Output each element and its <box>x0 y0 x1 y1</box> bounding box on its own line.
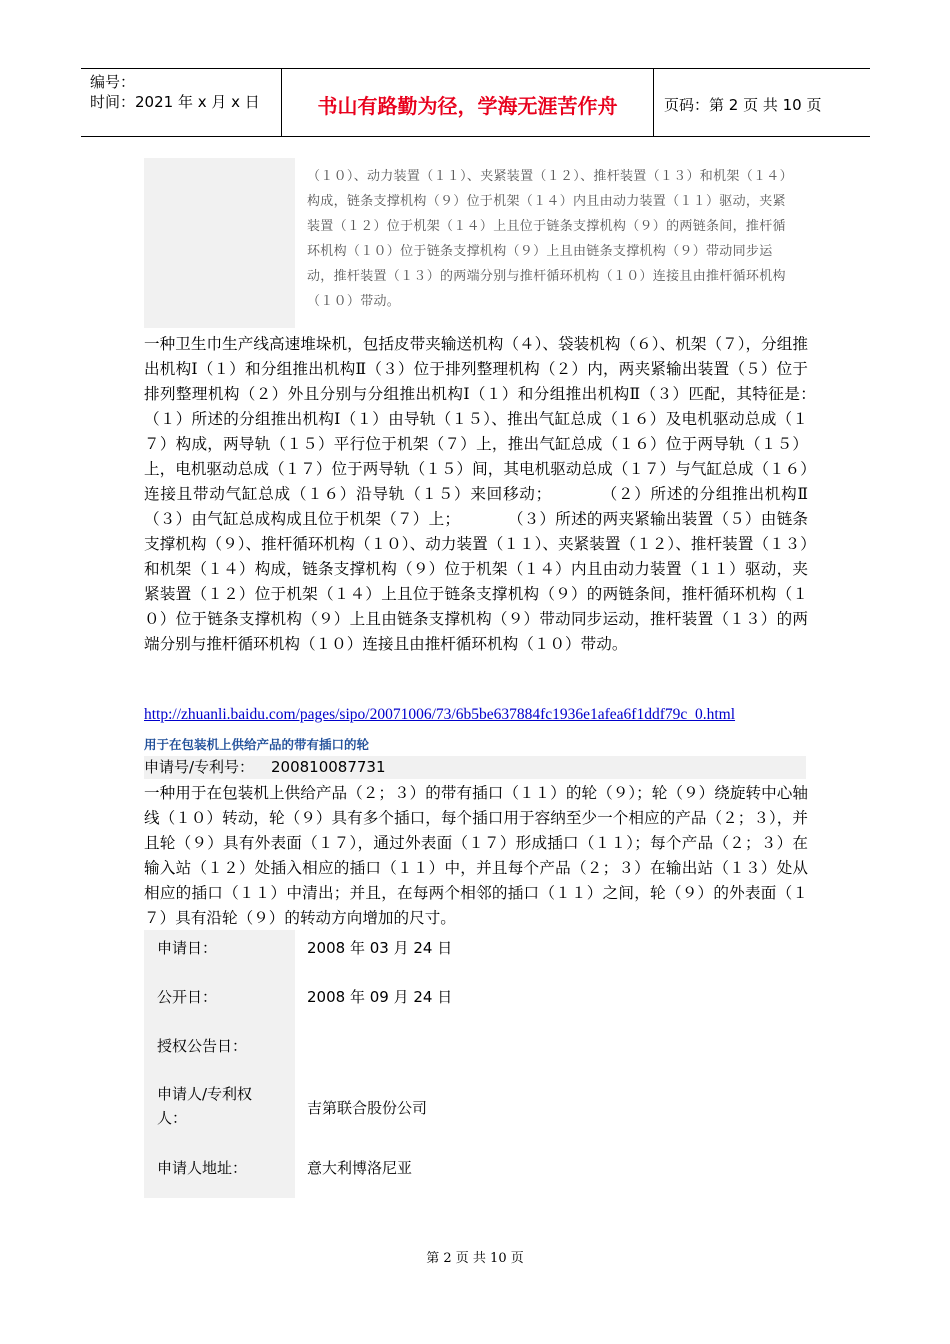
claim-paragraph: 一种卫生巾生产线高速堆垛机，包括皮带夹输送机构（４）、袋装机构（６）、机架（７），分组推出机构Ⅰ（１）和分组推出机构Ⅱ（３）位于排列整理机构（２）内，两夹紧输出装置（５）位于排列整理机构（２）外且分别与分组推出机构Ⅰ（１）和分组推出机构Ⅱ（３）匹配，其特征是： （１）所述的分组推出机构Ⅰ（１）由导轨（１５）、推出气缸总成（１６）及电机驱动总成（１７）构成，两导轨（１５）平行位于机架（７）上，推出气缸总成（１６）位于两导轨（１５）上，电机驱动总成（１７）位于两导轨（１５）间，其电机驱动总成（１７）与气缸总成（１６）连接且带动气缸总成（１６）沿导轨（１５）来回移动； （２）所述的分组推出机构Ⅱ（３）由气缸总成构成且位于机架（７）上； （３）所述的两夹紧输出装置（５）由链条支撑机构（９）、推杆循环机构（１０）、动力装置（１１）、夹紧装置（１２）、推杆装置（１３）和机架（１４）构成，链条支撑机构（９）位于机架（１４）内且由动力装置（１１）驱动，夹紧装置（１２）位于机架（１４）上且位于链条支撑机构（９）的两链条间，推杆循环机构（１０）位于链条支撑机构（９）上且由链条支撑机构（９）带动同步运动，推杆装置（１３）的两端分别与推杆循环机构（１０）连接且由推杆循环机构（１０）带动。 <box>144 335 871 653</box>
patent-link[interactable]: http://zhuanli.baidu.com/pages/sipo/20071006/73/6b5be637884fc1936e1afea6f1ddf79c_0.html <box>144 706 736 723</box>
applicant-label-line-1: 申请人/专利权 <box>157 1085 253 1103</box>
patent-title[interactable]: 用于在包装机上供给产品的带有插口的轮 <box>144 737 370 752</box>
filing-date-label: 申请日： <box>157 939 218 957</box>
filing-date-value: 2008 年 03 月 24 日 <box>307 939 453 957</box>
applicant-label-line-2: 人： <box>157 1109 188 1127</box>
address-value: 意大利博洛尼亚 <box>307 1159 413 1177</box>
quote-placeholder-block <box>144 158 295 328</box>
page-header <box>81 68 870 137</box>
publication-date-label: 公开日： <box>157 988 218 1006</box>
publication-date-value: 2008 年 09 月 24 日 <box>307 988 453 1006</box>
number-label: 编号： <box>90 73 136 91</box>
header-left-cell <box>81 69 282 136</box>
application-number-row <box>144 756 806 779</box>
quote-text: （１０）、动力装置（１１）、夹紧装置（１２）、推杆装置（１３）和机架（１４）构成，链条支撑机构（９）位于机架（１４）内且由动力装置（１１）驱动，夹紧装置（１２）位于机架（１４）上且位于链条支撑机构（９）的两链条间，推杆循环机构（１０）位于链条支撑机构（９）上且由链条支撑机构（９）带动同步运动，推杆装置（１３）的两端分别与推杆循环机构（１０）连接且由推杆循环机构（１０）带动。 <box>307 169 787 309</box>
applicant-label <box>157 1082 277 1130</box>
header-motto: 书山有路勤为径，学海无涯苦作舟 <box>282 69 654 136</box>
page-footer: 第 2 页 共 10 页 <box>426 1251 524 1266</box>
abstract-paragraph: 一种用于在包装机上供给产品（２；３）的带有插口（１１）的轮（９）；轮（９）绕旋转中心轴线（１０）转动，轮（９）具有多个插口，每个插口用于容纳至少一个相应的产品（２；３），并且轮（９）具有外表面（１７），通过外表面（１７）形成插口（１１）；每个产品（２；３）在输入站（１２）处插入相应的插口（１１）中，并且每个产品（２；３）在输出站（１３）处从相应的插口（１１）中清出；并且，在每两个相邻的插口（１１）之间，轮（９）的外表面（１７）具有沿轮（９）的转动方向增加的尺寸。 <box>144 784 808 927</box>
grant-date-label: 授权公告日： <box>157 1037 248 1055</box>
application-number-value: 200810087731 <box>271 758 386 776</box>
applicant-value: 吉第联合股份公司 <box>307 1099 428 1117</box>
address-label: 申请人地址： <box>157 1159 248 1177</box>
application-number-label: 申请号/专利号： <box>144 758 255 776</box>
header-page-info: 页码：第 2 页 共 10 页 <box>664 96 822 114</box>
time-label: 时间：2021 年 x 月 x 日 <box>90 93 260 111</box>
